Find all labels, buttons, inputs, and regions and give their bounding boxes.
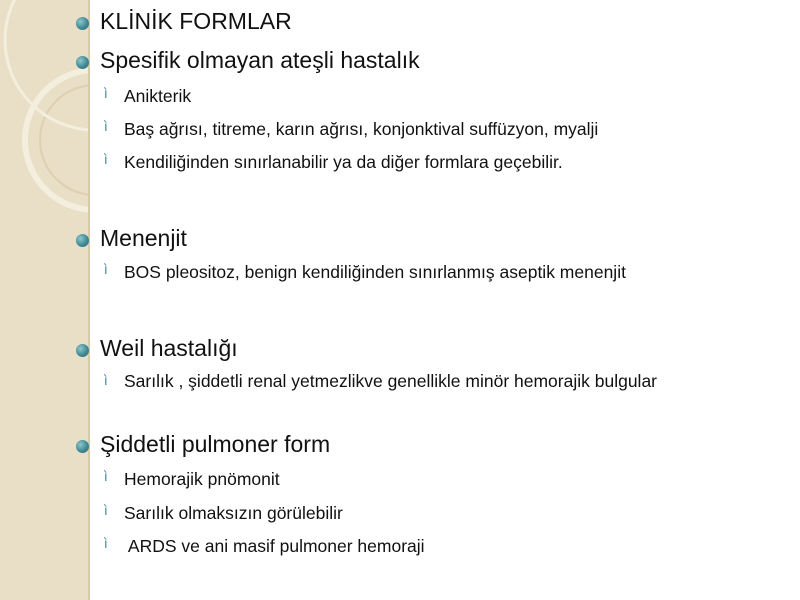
bullet-dot-icon xyxy=(76,17,89,30)
sub-bullet-text: Sarılık , şiddetli renal yetmezlikve genellikle minör hemorajik bulgular xyxy=(124,371,658,391)
sub-bullet-icon: ì xyxy=(104,87,108,102)
sub-bullet-item xyxy=(104,368,754,394)
bullet-text: Şiddetli pulmoner form xyxy=(100,431,331,457)
bullet-item-nonspecific-febrile xyxy=(100,47,420,74)
bullet-dot-icon xyxy=(76,56,89,69)
decorative-sidebar xyxy=(0,0,90,600)
bullet-text: Spesifik olmayan ateşli hastalık xyxy=(100,47,420,73)
sub-bullet-text: Kendiliğinden sınırlanabilir ya da diğer formlara geçebilir. xyxy=(124,152,563,172)
bullet-text: Menenjit xyxy=(100,225,187,251)
sub-bullet-item xyxy=(104,536,425,557)
slide-content xyxy=(90,0,800,600)
bullet-dot-icon xyxy=(76,440,89,453)
sub-bullet-icon: ì xyxy=(104,120,108,135)
bullet-text: Weil hastalığı xyxy=(100,335,238,361)
bullet-dot-icon xyxy=(76,344,89,357)
bullet-item-severe-pulmonary xyxy=(100,431,330,458)
sub-bullet-text: Hemorajik pnömonit xyxy=(124,469,280,489)
sub-bullet-item xyxy=(104,119,599,140)
sub-bullet-icon: ì xyxy=(104,537,108,552)
sub-bullet-icon: ì xyxy=(104,470,108,485)
bullet-item-weil-disease xyxy=(100,335,238,362)
sub-bullet-item xyxy=(104,152,563,173)
sub-bullet-item xyxy=(104,469,280,490)
sub-bullet-icon: ì xyxy=(104,374,108,389)
sub-bullet-text: BOS pleositoz, benign kendiliğinden sınırlanmış aseptik menenjit xyxy=(124,262,626,282)
sub-bullet-item xyxy=(104,262,626,283)
sidebar-arcs-decoration xyxy=(0,0,90,600)
sub-bullet-icon: ì xyxy=(104,504,108,519)
bullet-text: KLİNİK FORMLAR xyxy=(100,8,292,34)
sub-bullet-icon: ì xyxy=(104,153,108,168)
sub-bullet-text: ARDS ve ani masif pulmoner hemoraji xyxy=(124,536,425,556)
sub-bullet-text: Baş ağrısı, titreme, karın ağrısı, konjonktival suffüzyon, myalji xyxy=(124,119,599,139)
sub-bullet-item xyxy=(104,86,192,107)
sub-bullet-item xyxy=(104,503,343,524)
bullet-dot-icon xyxy=(76,234,89,247)
bullet-item-clinical-forms xyxy=(100,8,292,35)
sub-bullet-icon: ì xyxy=(104,263,108,278)
sub-bullet-text: Anikterik xyxy=(124,86,192,106)
bullet-item-meningitis xyxy=(100,225,187,252)
sub-bullet-text: Sarılık olmaksızın görülebilir xyxy=(124,503,343,523)
